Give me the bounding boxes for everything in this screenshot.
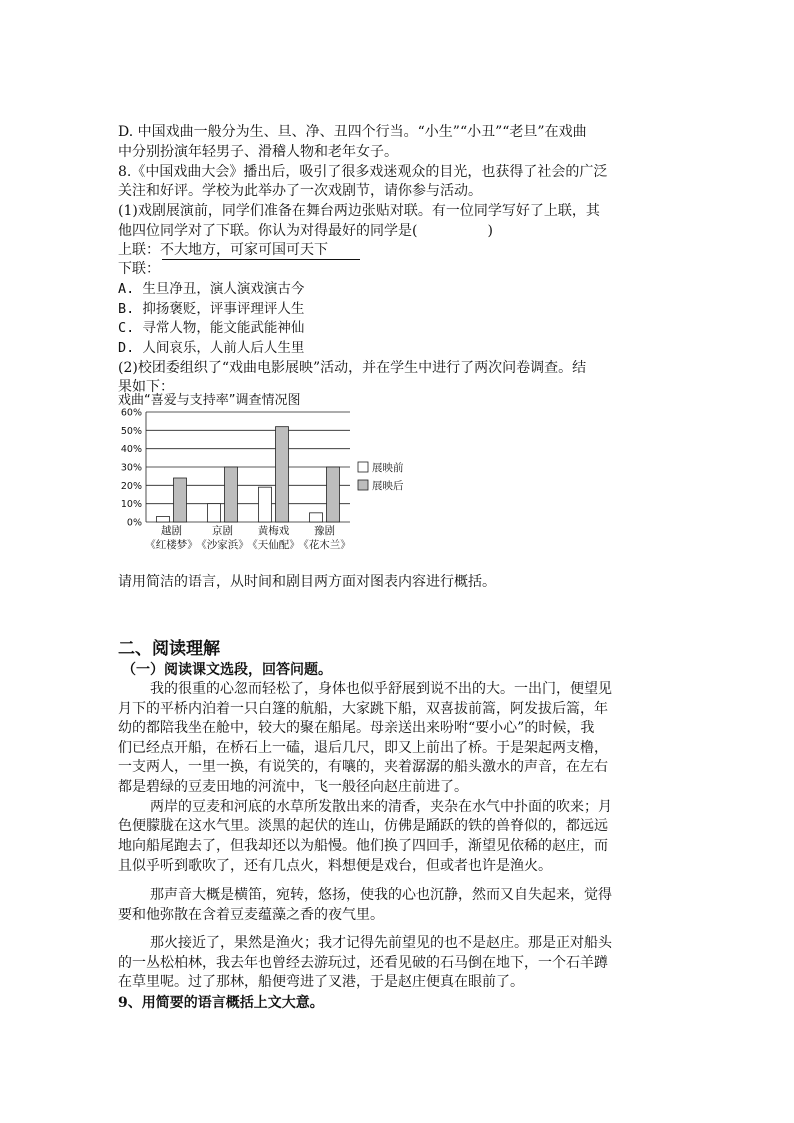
bar-before bbox=[157, 517, 170, 523]
reading-subtitle: （一）阅读课文选段，回答问题。 bbox=[122, 662, 332, 678]
passage-p1-l3: 幼的都陪我坐在舱中，较大的聚在船尾。母亲送出来吩咐“要小心”的时候，我 bbox=[118, 720, 595, 736]
passage-p4-l2: 的一丛松柏林，我去年也曾经去游玩过，还看见破的石马倒在地下，一个石羊蹲 bbox=[118, 955, 608, 971]
passage-p1-l4: 们已经点开船，在桥石上一磕，退后几尺，即又上前出了桥。于是架起两支橹， bbox=[118, 740, 608, 756]
choice-a: A. 生旦净丑，演人演戏演古今 bbox=[118, 281, 305, 297]
bar-after bbox=[225, 467, 238, 522]
y-tick-label: 10% bbox=[120, 499, 142, 511]
question-8-line-1: 8.《中国戏曲大会》播出后，吸引了很多戏迷观众的目光，也获得了社会的广泛 bbox=[118, 164, 608, 180]
y-tick-label: 0% bbox=[126, 517, 142, 529]
x-category-label: 黄梅戏 bbox=[257, 525, 290, 537]
passage-p2-l4: 且似乎听到歌吹了，还有几点火，料想便是戏台，但或者也许是渔火。 bbox=[118, 858, 552, 874]
section-title: 二、阅读理解 bbox=[118, 639, 220, 659]
bar-after bbox=[327, 467, 340, 522]
bar-before bbox=[208, 504, 221, 522]
passage-p3-l2: 要和他弥散在含着豆麦蕴藻之香的夜气里。 bbox=[118, 907, 384, 923]
bar-before bbox=[310, 513, 323, 522]
upper-couplet: 上联：不大地方，可家可国可天下 bbox=[118, 242, 328, 258]
passage-p2-l1: 两岸的豆麦和河底的水草所发散出来的清香，夹杂在水气中扑面的吹来；月 bbox=[150, 799, 612, 815]
passage-p4-l1: 那火接近了，果然是渔火；我才记得先前望见的也不是赵庄。那是正对船头 bbox=[150, 935, 612, 951]
bar-after bbox=[174, 478, 187, 522]
question-8-1-line-1: (1)戏剧展演前，同学们准备在舞台两边张贴对联。有一位同学写好了上联，其 bbox=[118, 203, 600, 219]
choice-b: B. 抑扬褒贬，评事评理评人生 bbox=[118, 301, 305, 317]
legend-label: 展映前 bbox=[372, 462, 404, 474]
question-8-2-line-2: 果如下： bbox=[118, 379, 174, 395]
x-category-label: 京剧 bbox=[212, 525, 233, 537]
x-work-label: 《花木兰》 bbox=[298, 539, 351, 551]
legend-swatch bbox=[358, 462, 368, 472]
passage-p4-l3: 在草里呢。过了那林，船便弯进了叉港，于是赵庄便真在眼前了。 bbox=[118, 974, 524, 990]
question-8-line-2: 关注和好评。学校为此举办了一次戏剧节，请你参与活动。 bbox=[118, 183, 482, 199]
choice-d: D. 人间哀乐，人前人后人生里 bbox=[118, 340, 305, 356]
legend-label: 展映后 bbox=[372, 480, 404, 492]
summary-prompt: 请用简洁的语言，从时间和剧目两方面对图表内容进行概括。 bbox=[118, 574, 496, 590]
y-tick-label: 40% bbox=[120, 444, 142, 456]
question-9: 9、用简要的语言概括上文大意。 bbox=[118, 995, 324, 1011]
question-8-2-line-1: (2)校团委组织了“戏曲电影展映”活动，并在学生中进行了两次问卷调查。结 bbox=[118, 360, 587, 376]
x-work-label: 《红楼梦》 bbox=[145, 539, 198, 551]
chart-title: 戏曲“喜爱与支持率”调查情况图 bbox=[118, 393, 301, 408]
legend-swatch bbox=[358, 480, 368, 490]
y-tick-label: 60% bbox=[120, 407, 142, 419]
passage-p2-l3: 地向船尾跑去了，但我却还以为船慢。他们换了四回手，渐望见依稀的赵庄，而 bbox=[118, 838, 608, 854]
answer-blank-line bbox=[162, 259, 360, 260]
y-tick-label: 30% bbox=[120, 462, 142, 474]
x-category-label: 越剧 bbox=[161, 525, 182, 537]
choice-c: C. 寻常人物，能文能武能神仙 bbox=[118, 320, 305, 336]
survey-bar-chart bbox=[116, 390, 404, 555]
option-d-line-1: D. 中国戏曲一般分为生、旦、净、丑四个行当。“小生”“小丑”“老旦”在戏曲 bbox=[118, 124, 587, 140]
passage-p1-l6: 都是碧绿的豆麦田地的河流中，飞一般径向赵庄前进了。 bbox=[118, 779, 468, 795]
y-tick-label: 50% bbox=[120, 425, 142, 437]
x-work-label: 《天仙配》 bbox=[247, 539, 300, 551]
option-d-line-2: 中分别扮演年轻男子、滑稽人物和老年女子。 bbox=[118, 144, 398, 160]
bar-after bbox=[276, 427, 289, 522]
passage-p1-l1: 我的很重的心忽而轻松了，身体也似乎舒展到说不出的大。一出门，便望见 bbox=[150, 681, 612, 697]
passage-p1-l5: 一支两人，一里一换，有说笑的，有嚷的，夹着潺潺的船头激水的声音，在左右 bbox=[118, 759, 608, 775]
lower-couplet-label: 下联： bbox=[118, 261, 160, 277]
passage-p1-l2: 月下的平桥内泊着一只白篷的航船，大家跳下船，双喜拔前篙，阿发拔后篙，年 bbox=[118, 701, 608, 717]
y-tick-label: 20% bbox=[120, 480, 142, 492]
passage-p3-l1: 那声音大概是横笛，宛转，悠扬，使我的心也沉静，然而又自失起来，觉得 bbox=[150, 887, 612, 903]
x-work-label: 《沙家浜》 bbox=[196, 539, 249, 551]
question-8-1-line-2: 他四位同学对了下联。你认为对得最好的同学是( ) bbox=[118, 223, 493, 239]
passage-p2-l2: 色便朦胧在这水气里。淡黑的起伏的连山，仿佛是踊跃的铁的兽脊似的，都远远 bbox=[118, 818, 608, 834]
bar-before bbox=[259, 487, 272, 522]
x-category-label: 豫剧 bbox=[314, 525, 335, 537]
